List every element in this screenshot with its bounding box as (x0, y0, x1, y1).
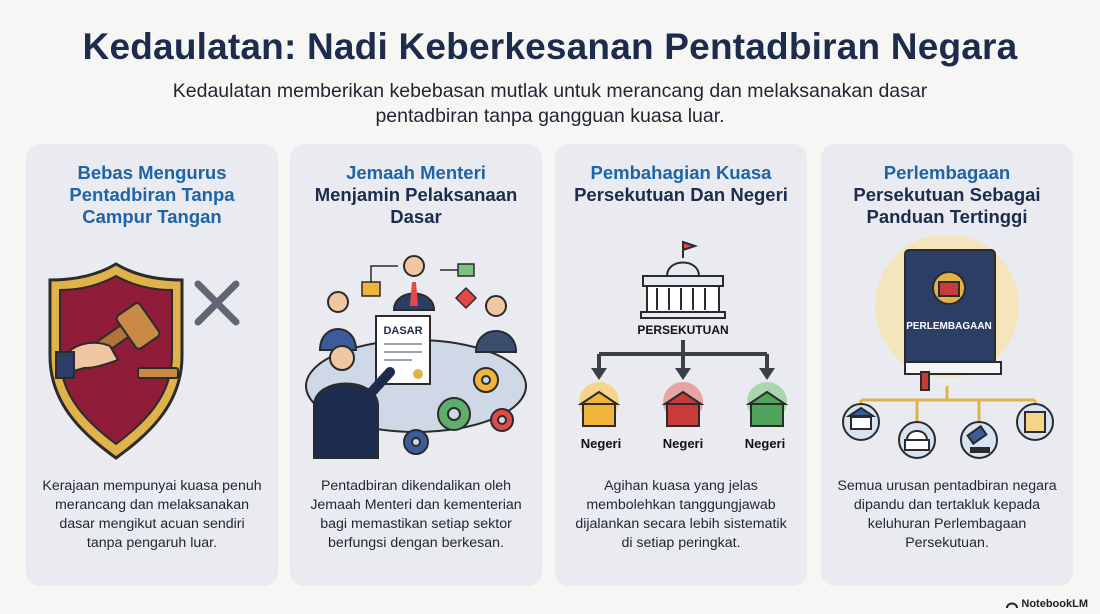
person-icon (320, 292, 356, 350)
card-title-main: Persekutuan Sebagai Panduan Tertinggi (853, 184, 1041, 227)
federal-state-diagram (555, 236, 807, 466)
book-label: PERLEMBAGAAN (906, 321, 992, 332)
state-building-icon (663, 382, 703, 426)
card-title-accent: Pembahagian Kuasa (590, 162, 772, 183)
gavel-icon (961, 422, 997, 458)
document-label: DASAR (383, 325, 423, 337)
card-constitution (821, 144, 1073, 586)
person-icon (476, 296, 516, 352)
person-icon (394, 256, 434, 310)
hierarchy-arrows (599, 340, 767, 370)
card-title (298, 162, 534, 228)
card-sovereign-administration (26, 144, 278, 586)
scroll-icon (1017, 404, 1053, 440)
card-title-accent: Bebas Mengurus Pentadbiran Tanpa Campur Tangan (69, 162, 235, 227)
state-label: Negeri (662, 436, 704, 451)
institution-icon (843, 404, 879, 440)
card-title-accent: Jemaah Menteri (346, 162, 486, 183)
brand-watermark (1006, 598, 1088, 610)
notebooklm-logo-icon (1006, 600, 1018, 609)
card-body: Kerajaan mempunyai kuasa penuh merancang dan melaksanakan dasar mengikut acuan sendiri tanpa pengaruh luar. (42, 478, 262, 551)
card-title (829, 162, 1065, 228)
shield-gavel-illustration (26, 236, 278, 466)
card-body: Agihan kuasa yang jelas membolehkan tanggungjawab dijalankan secara lebih sistematik di setiap peringkat. (575, 478, 787, 551)
federal-building-icon (641, 242, 725, 318)
page-title: Kedaulatan: Nadi Keberkesanan Pentadbiran Negara (82, 26, 1018, 67)
card-title-accent: Perlembagaan (883, 162, 1011, 183)
card-title (563, 162, 799, 206)
state-building-icon (747, 382, 787, 426)
state-label: Negeri (580, 436, 622, 451)
connector-lines (861, 386, 1035, 422)
federal-label: PERSEKUTUAN (637, 323, 729, 337)
card-power-division (555, 144, 807, 586)
card-title-main: Persekutuan Dan Negeri (574, 184, 788, 205)
page-subtitle: Kedaulatan memberikan kebebasan mutlak untuk merancang dan melaksanakan dasar pentadbiran tanpa gangguan kuasa luar. (172, 80, 928, 127)
constitution-book-illustration (821, 236, 1073, 466)
parliament-icon (899, 422, 935, 458)
state-label: Negeri (744, 436, 786, 451)
state-building-icon (579, 382, 619, 426)
card-body: Semua urusan pentadbiran negara dipandu dan tertakluk kepada keluhuran Perlembagaan Persekutuan. (837, 478, 1057, 551)
card-cabinet (290, 144, 542, 586)
brand-label: NotebookLM (1021, 598, 1088, 610)
close-icon (198, 284, 236, 322)
card-body: Pentadbiran dikendalikan oleh Jemaah Menteri dan kementerian bagi memastikan setiap sektor berfungsi dengan berkesan. (310, 478, 522, 551)
card-title (34, 162, 270, 228)
card-title-main: Menjamin Pelaksanaan Dasar (314, 184, 518, 227)
cabinet-meeting-illustration (290, 236, 542, 466)
book-icon (905, 250, 1001, 390)
